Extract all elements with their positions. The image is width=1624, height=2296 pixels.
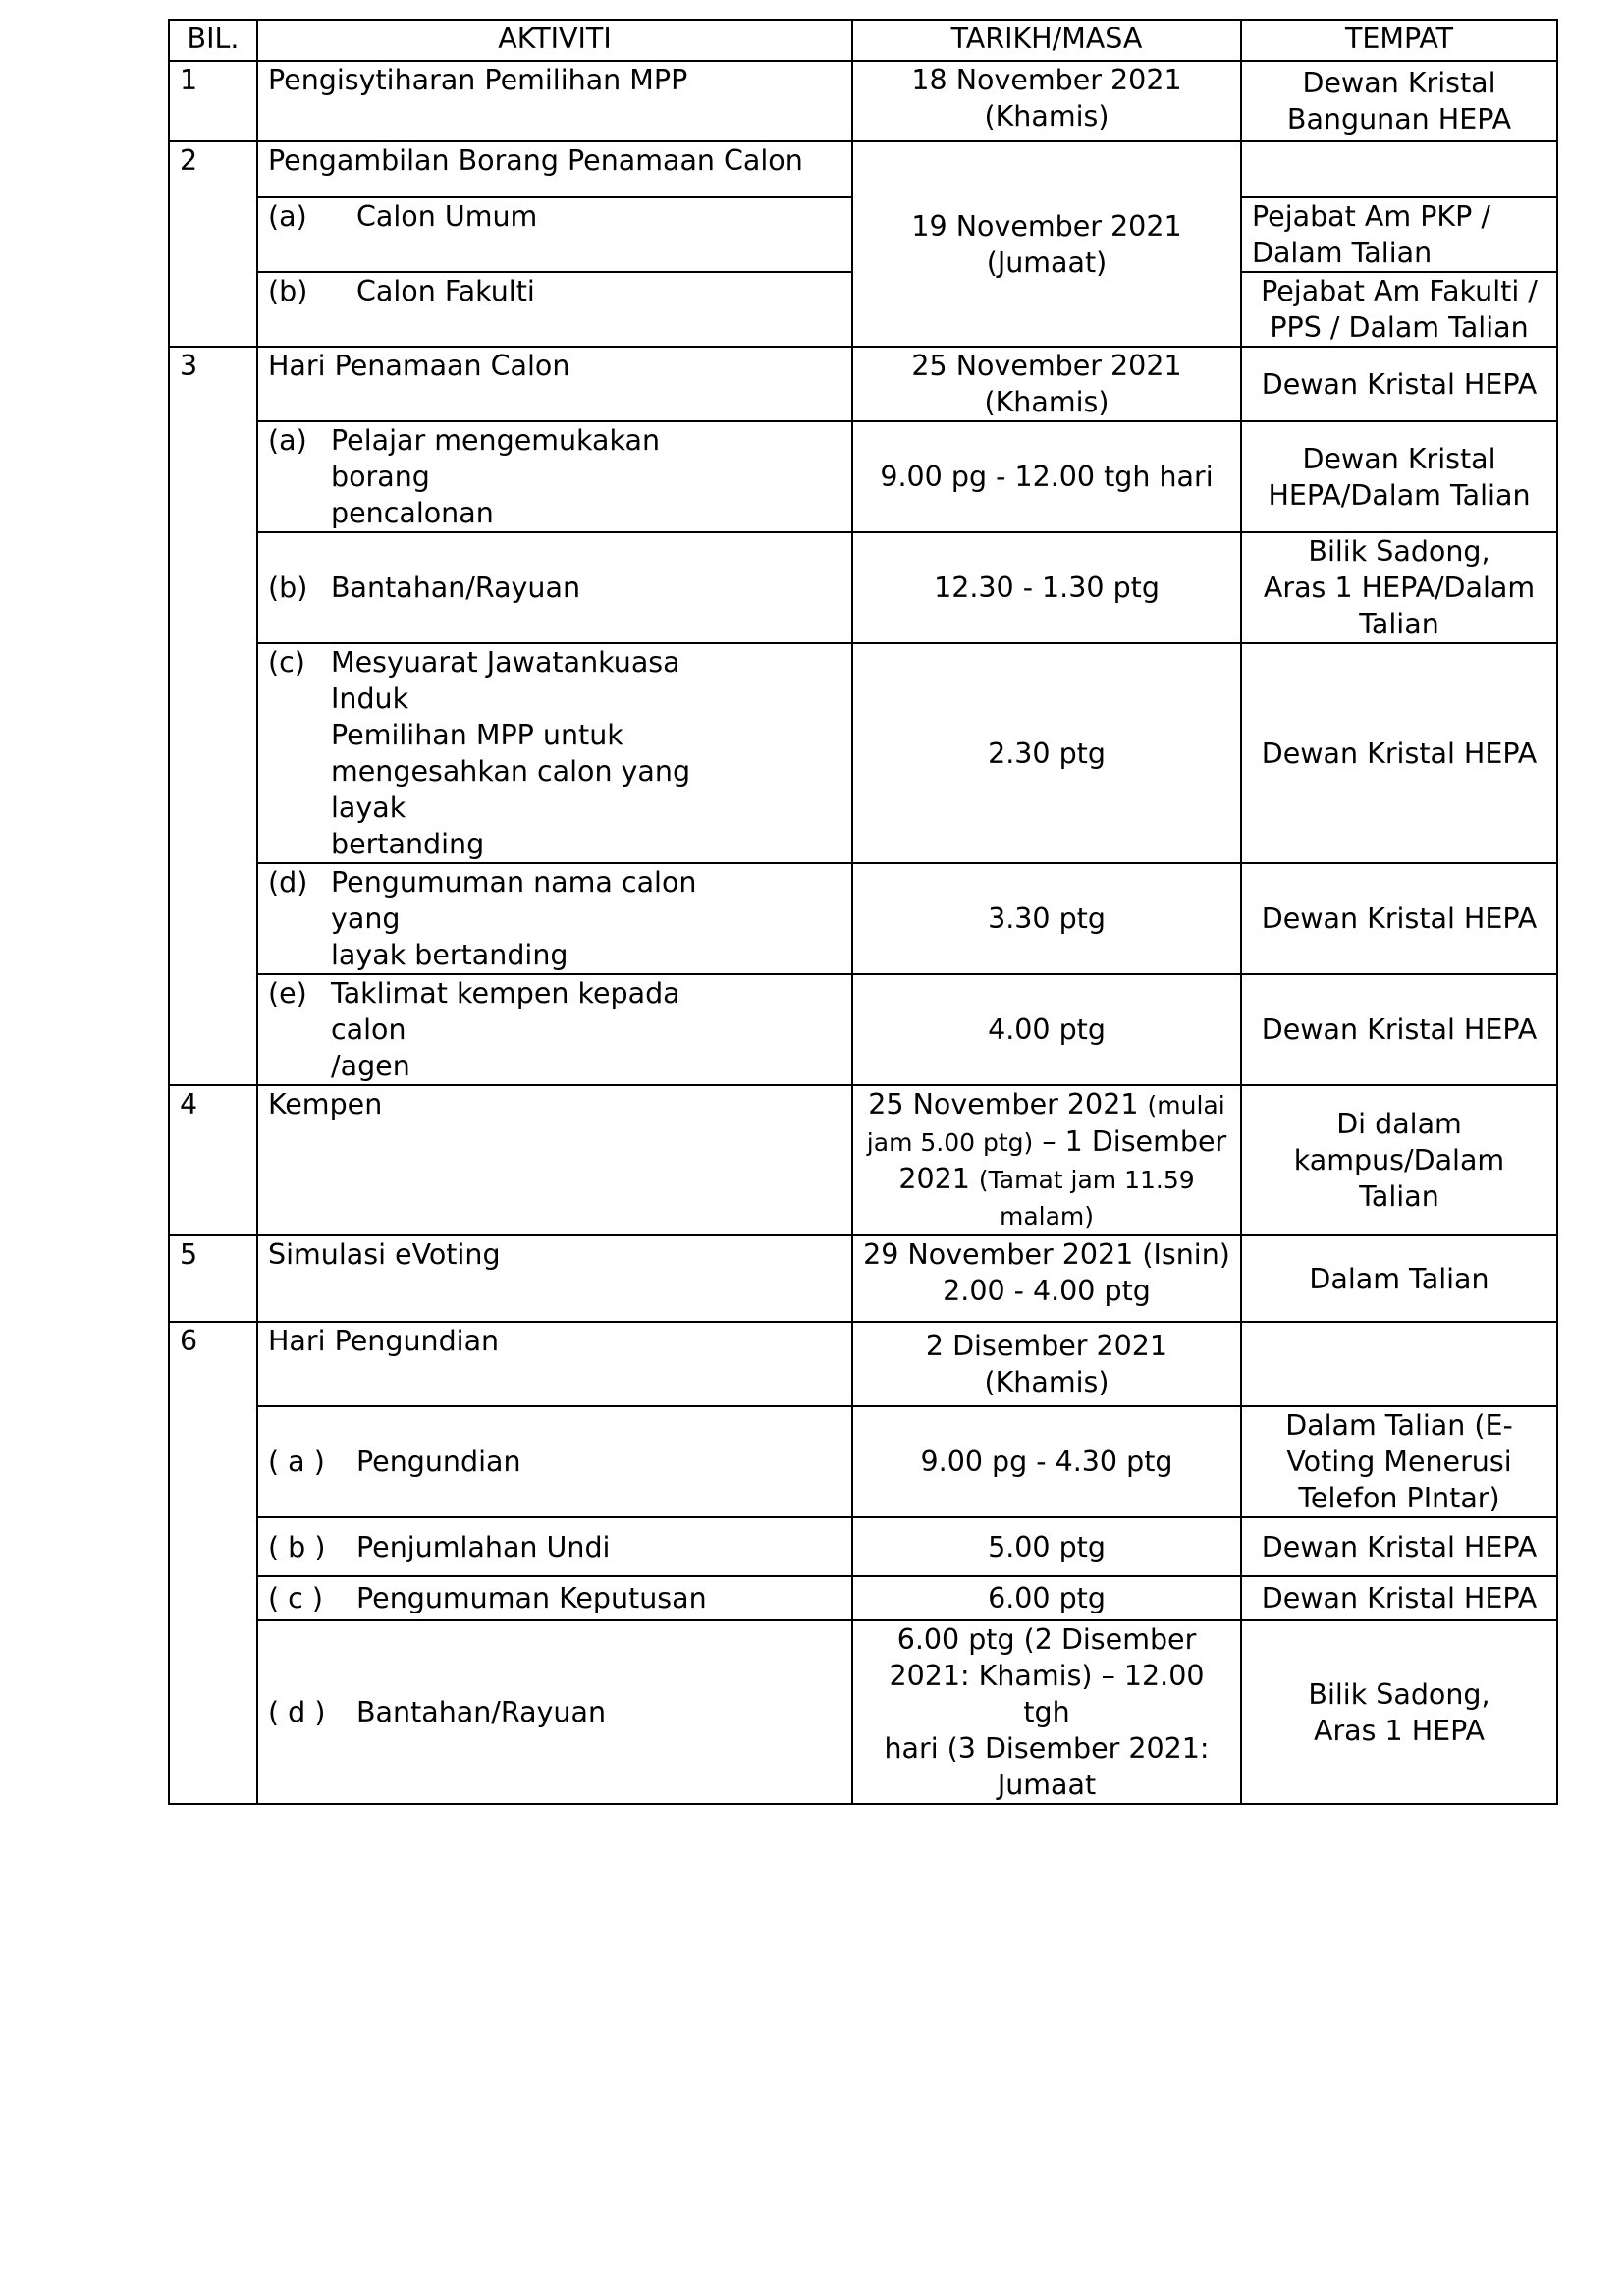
place-line: Voting Menerusi bbox=[1286, 1446, 1512, 1478]
place-line: Talian bbox=[1359, 1180, 1439, 1213]
date-line: 29 November 2021 (Isnin) bbox=[863, 1238, 1230, 1271]
table-row bbox=[169, 974, 1557, 1085]
place-line: Aras 1 HEPA bbox=[1313, 1714, 1486, 1747]
place-line: HEPA/Dalam Talian bbox=[1268, 478, 1531, 512]
table-row bbox=[169, 1620, 1557, 1804]
activity-cell: Pengambilan Borang Penamaan Calon bbox=[257, 141, 852, 197]
header-bil: BIL. bbox=[169, 20, 257, 61]
activity-cell: Hari Penamaan Calon bbox=[257, 347, 852, 421]
place-line: Pejabat Am PKP / bbox=[1252, 200, 1490, 233]
time-cell: 3.30 ptg bbox=[852, 863, 1241, 974]
row-number: 4 bbox=[169, 1085, 257, 1235]
sub-label: ( a ) bbox=[268, 1446, 325, 1478]
place-cell bbox=[1241, 197, 1557, 272]
time-cell: 6.00 ptg bbox=[852, 1576, 1241, 1620]
sub-activity-cell bbox=[257, 272, 852, 347]
activity-cell: Simulasi eVoting bbox=[257, 1235, 852, 1322]
sub-label: ( c ) bbox=[268, 1582, 324, 1614]
activity-cell: Kempen bbox=[257, 1085, 852, 1235]
place-line: Telefon PIntar) bbox=[1298, 1482, 1500, 1514]
place-line: PPS / Dalam Talian bbox=[1270, 311, 1529, 344]
place-cell: Dewan Kristal HEPA bbox=[1241, 974, 1557, 1085]
date-note: jam 5.00 ptg) bbox=[866, 1128, 1034, 1157]
sub-text-line: /agen bbox=[331, 1050, 410, 1082]
sub-text: Bantahan/Rayuan bbox=[356, 1696, 607, 1728]
place-line: Aras 1 HEPA/Dalam bbox=[1263, 572, 1536, 604]
sub-text-line: pencalonan bbox=[331, 497, 494, 529]
date-line: (Khamis) bbox=[984, 386, 1110, 418]
sub-text: Bantahan/Rayuan bbox=[331, 572, 581, 604]
row-number: 2 bbox=[169, 141, 257, 347]
row-number: 1 bbox=[169, 61, 257, 141]
date-line: 2021: Khamis) – 12.00 tgh bbox=[889, 1660, 1205, 1728]
sub-text bbox=[331, 864, 763, 973]
sub-activity-cell bbox=[257, 532, 852, 643]
date-cell bbox=[852, 141, 1241, 347]
row-number: 3 bbox=[169, 347, 257, 1085]
sub-label: (b) bbox=[268, 275, 308, 307]
row-number: 6 bbox=[169, 1322, 257, 1804]
sub-text-line: bertanding bbox=[331, 828, 485, 860]
sub-text-line: Taklimat kempen kepada calon bbox=[331, 977, 680, 1046]
place-line: Bilik Sadong, bbox=[1308, 1677, 1490, 1711]
date-line: (Khamis) bbox=[984, 100, 1110, 133]
sub-activity-cell bbox=[257, 643, 852, 863]
sub-activity-cell bbox=[257, 197, 852, 272]
sub-activity-cell bbox=[257, 1620, 852, 1804]
place-cell: Dewan Kristal HEPA bbox=[1241, 1576, 1557, 1620]
time-cell: 5.00 ptg bbox=[852, 1517, 1241, 1576]
place-line: Dalam Talian (E- bbox=[1285, 1409, 1513, 1442]
date-line: 19 November 2021 bbox=[911, 209, 1182, 243]
date-cell bbox=[852, 1085, 1241, 1235]
place-cell: Dewan Kristal HEPA bbox=[1241, 1517, 1557, 1576]
table-row bbox=[169, 1322, 1557, 1406]
sub-activity-cell bbox=[257, 974, 852, 1085]
date-line: malam) bbox=[999, 1202, 1095, 1230]
table-row bbox=[169, 347, 1557, 421]
place-line: Bilik Sadong, bbox=[1308, 535, 1490, 568]
sub-text bbox=[331, 422, 763, 531]
sub-text: Pengundian bbox=[356, 1446, 521, 1478]
place-cell: Dewan Kristal HEPA bbox=[1241, 643, 1557, 863]
sub-label: ( d ) bbox=[268, 1696, 326, 1728]
date-line: 2.00 - 4.00 ptg bbox=[943, 1275, 1151, 1307]
sub-text-line: Pengumuman nama calon yang bbox=[331, 866, 697, 935]
place-cell: Dewan Kristal HEPA bbox=[1241, 347, 1557, 421]
date-line bbox=[863, 1086, 1230, 1123]
table-row bbox=[169, 141, 1557, 197]
date-line: 18 November 2021 bbox=[911, 64, 1182, 96]
sub-label: (b) bbox=[268, 572, 308, 604]
election-schedule-table bbox=[168, 19, 1558, 1805]
row-number: 5 bbox=[169, 1235, 257, 1322]
header-aktiviti: AKTIVITI bbox=[257, 20, 852, 61]
sub-text: Calon Umum bbox=[356, 200, 538, 233]
place-cell bbox=[1241, 272, 1557, 347]
place-cell bbox=[1241, 532, 1557, 643]
place-line: Dalam Talian bbox=[1252, 237, 1433, 269]
table-row bbox=[169, 532, 1557, 643]
table-row bbox=[169, 1517, 1557, 1576]
date-text: 25 November 2021 bbox=[868, 1088, 1139, 1121]
sub-text: Pengumuman Keputusan bbox=[356, 1582, 707, 1614]
date-line: 25 November 2021 bbox=[911, 350, 1182, 382]
table-row bbox=[169, 863, 1557, 974]
sub-text bbox=[331, 644, 763, 862]
date-cell bbox=[852, 1235, 1241, 1322]
sub-activity-cell bbox=[257, 863, 852, 974]
place-cell bbox=[1241, 141, 1557, 197]
activity-cell: Pengisytiharan Pemilihan MPP bbox=[257, 61, 852, 141]
date-cell: 2 Disember 2021 (Khamis) bbox=[852, 1322, 1241, 1406]
date-note: (Tamat jam 11.59 bbox=[978, 1166, 1195, 1194]
place-cell: Dalam Talian bbox=[1241, 1235, 1557, 1322]
place-cell bbox=[1241, 1620, 1557, 1804]
date-line: Jumaat bbox=[997, 1769, 1097, 1801]
sub-label: ( b ) bbox=[268, 1530, 326, 1563]
activity-cell: Hari Pengundian bbox=[257, 1322, 852, 1406]
sub-activity-cell bbox=[257, 1517, 852, 1576]
date-note: (mulai bbox=[1147, 1091, 1225, 1120]
sub-label: (c) bbox=[268, 646, 305, 679]
date-line: (Jumaat) bbox=[986, 246, 1108, 279]
sub-activity-cell bbox=[257, 1406, 852, 1517]
date-text: – 1 Disember bbox=[1042, 1125, 1227, 1158]
place-cell bbox=[1241, 1085, 1557, 1235]
sub-activity-cell bbox=[257, 421, 852, 532]
place-cell bbox=[1241, 61, 1557, 141]
sub-text: Penjumlahan Undi bbox=[356, 1530, 611, 1563]
place-cell bbox=[1241, 1322, 1557, 1406]
date-text: 2021 bbox=[898, 1163, 970, 1195]
date-line: hari (3 Disember 2021: bbox=[884, 1732, 1210, 1765]
place-line: Bangunan HEPA bbox=[1286, 103, 1512, 136]
place-line: Di dalam bbox=[1336, 1108, 1462, 1140]
date-cell bbox=[852, 1620, 1241, 1804]
date-cell bbox=[852, 61, 1241, 141]
header-row bbox=[169, 20, 1557, 61]
sub-label: (d) bbox=[268, 866, 308, 899]
date-line: 6.00 ptg (2 Disember bbox=[896, 1623, 1197, 1656]
table-row bbox=[169, 1085, 1557, 1235]
header-tarikh: TARIKH/MASA bbox=[852, 20, 1241, 61]
sub-label: (e) bbox=[268, 977, 307, 1010]
place-cell bbox=[1241, 1406, 1557, 1517]
sub-text-line: layak bertanding bbox=[331, 939, 568, 971]
table-row bbox=[169, 643, 1557, 863]
place-line: kampus/Dalam bbox=[1293, 1144, 1505, 1176]
time-cell: 9.00 pg - 12.00 tgh hari bbox=[852, 421, 1241, 532]
sub-text-line: Mesyuarat Jawatankuasa Induk bbox=[331, 646, 680, 715]
time-cell: 9.00 pg - 4.30 ptg bbox=[852, 1406, 1241, 1517]
sub-activity-cell bbox=[257, 1576, 852, 1620]
date-line bbox=[863, 1123, 1230, 1161]
place-line: Dewan Kristal bbox=[1302, 442, 1496, 475]
table-row bbox=[169, 1406, 1557, 1517]
sub-text bbox=[331, 975, 763, 1084]
time-cell: 2.30 ptg bbox=[852, 643, 1241, 863]
time-cell: 4.00 ptg bbox=[852, 974, 1241, 1085]
header-tempat: TEMPAT bbox=[1241, 20, 1557, 61]
place-cell: Dewan Kristal HEPA bbox=[1241, 863, 1557, 974]
sub-text-line: Pemilihan MPP untuk bbox=[331, 719, 623, 751]
sub-label: (a) bbox=[268, 424, 307, 457]
time-cell: 12.30 - 1.30 ptg bbox=[852, 532, 1241, 643]
sub-text-line: Pelajar mengemukakan borang bbox=[331, 424, 661, 493]
place-line: Pejabat Am Fakulti / bbox=[1261, 275, 1538, 307]
table-row bbox=[169, 1235, 1557, 1322]
date-cell bbox=[852, 347, 1241, 421]
table-row bbox=[169, 421, 1557, 532]
date-line bbox=[863, 1161, 1230, 1198]
sub-text: Calon Fakulti bbox=[356, 275, 535, 307]
table-row bbox=[169, 1576, 1557, 1620]
sub-text-line: mengesahkan calon yang layak bbox=[331, 755, 691, 824]
sub-label: (a) bbox=[268, 200, 307, 233]
table-row bbox=[169, 61, 1557, 141]
place-line: Talian bbox=[1359, 608, 1439, 640]
place-cell bbox=[1241, 421, 1557, 532]
place-line: Dewan Kristal bbox=[1302, 67, 1496, 99]
